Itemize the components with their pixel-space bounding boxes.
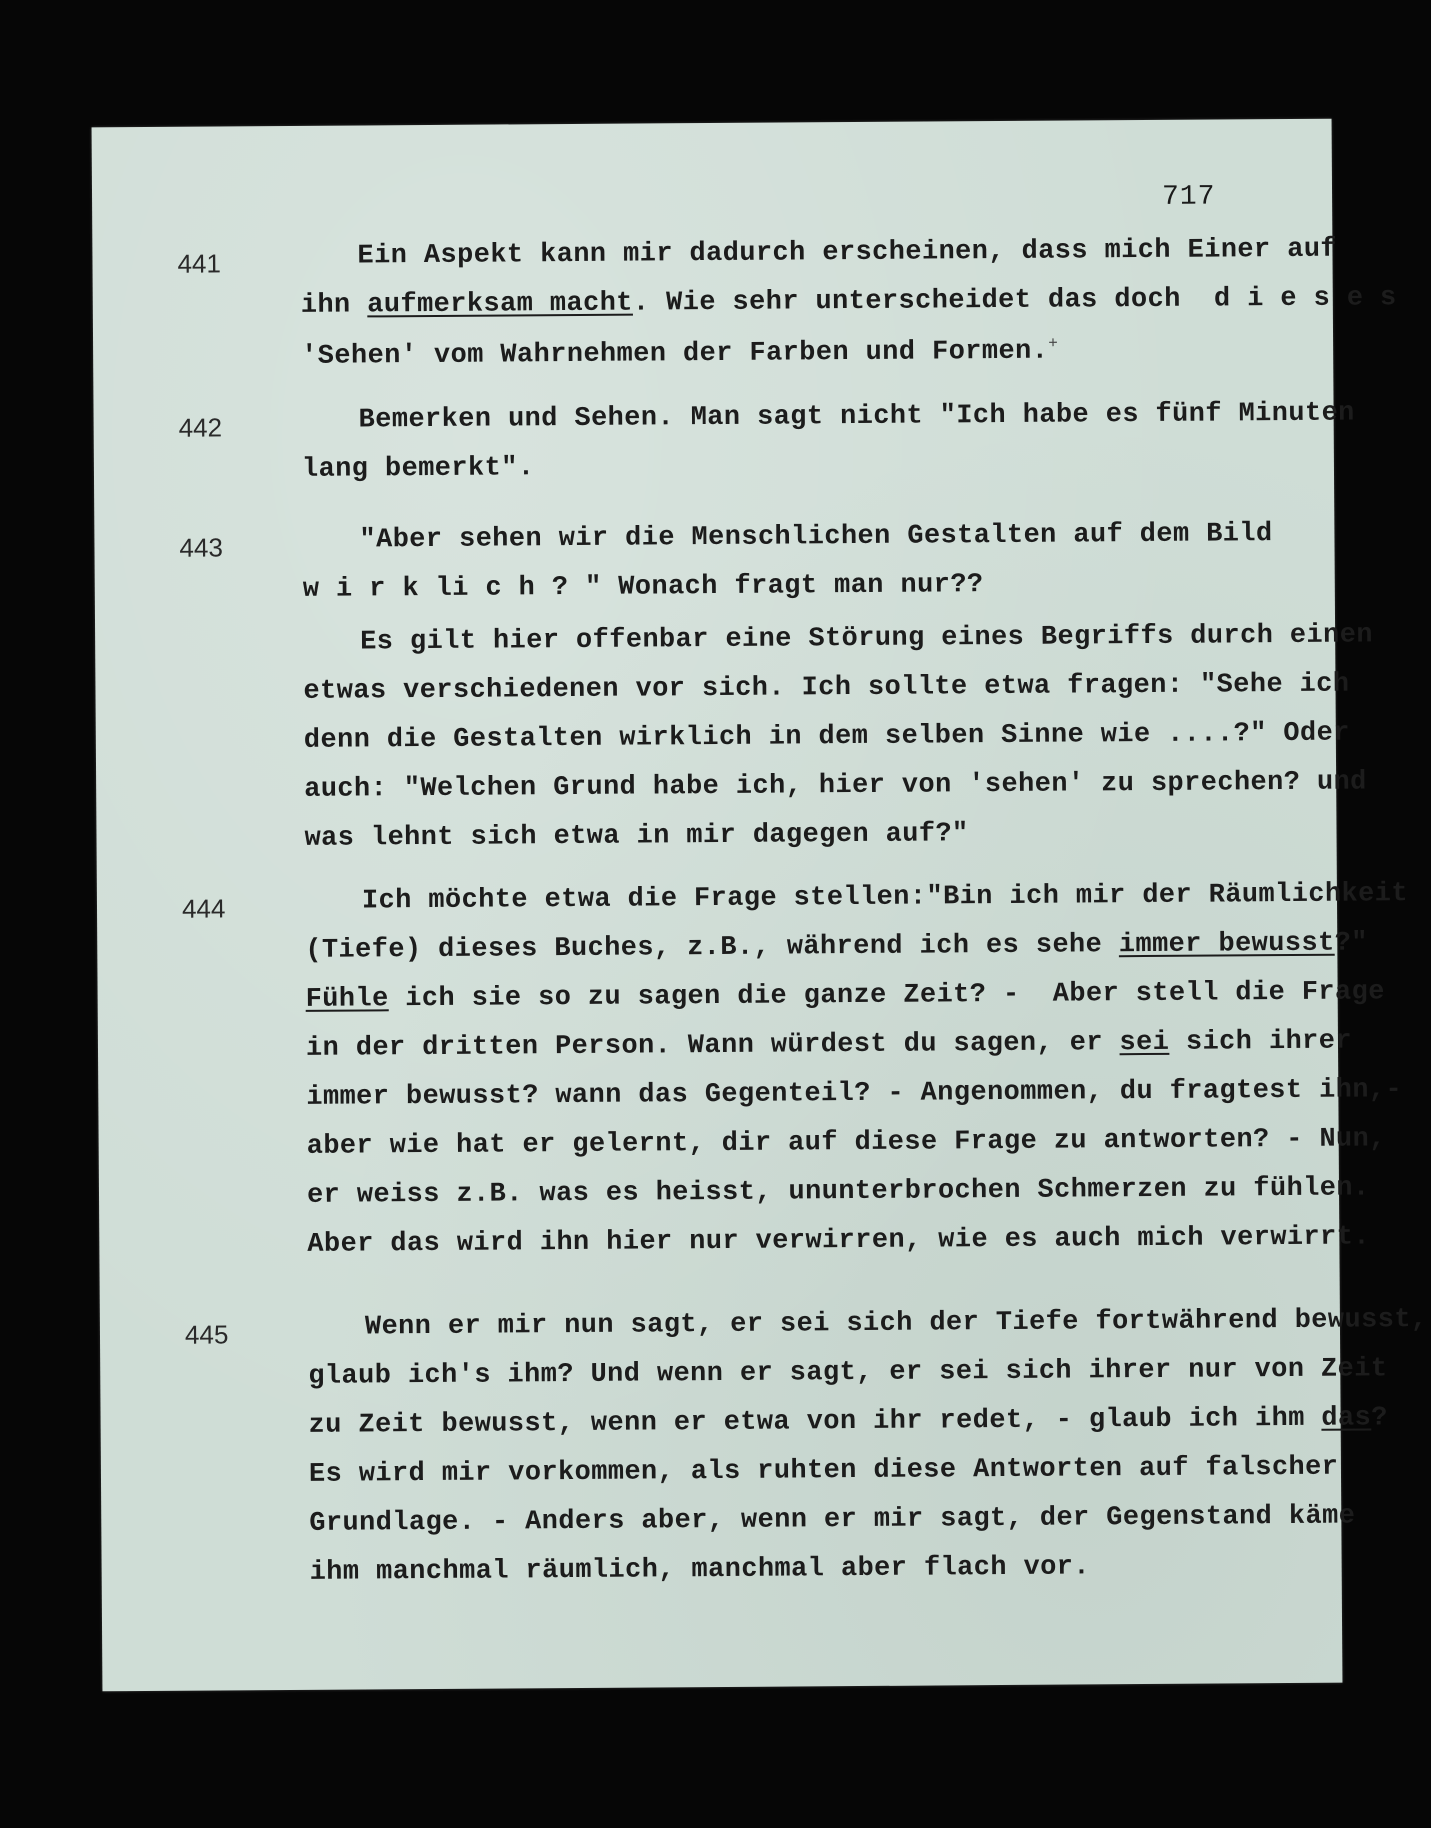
text-segment: denn die Gestalten wirklich in dem selben Sinne wie ....?" Oder (303, 718, 1350, 756)
text-line (308, 1354, 1387, 1392)
text-segment: Bemerken und Sehen. Man sagt nicht "Ich habe es fünf Minuten (358, 398, 1355, 436)
remark-number: 442 (178, 412, 223, 443)
text-segment: glaub ich's ihm? Und wenn er sagt, er sei sich ihrer nur von Zeit (308, 1354, 1388, 1392)
remark-number: 445 (184, 1319, 229, 1350)
text-segment: ihn (300, 290, 368, 321)
text-line (307, 1124, 1386, 1162)
text-line (309, 1403, 1388, 1441)
underlined-text: Fühle (305, 984, 389, 1015)
underlined-text: aufmerksam macht (367, 288, 633, 321)
text-line (306, 977, 1385, 1015)
text-line (306, 1027, 1352, 1064)
remark-number: 441 (177, 248, 222, 279)
text-segment: zu Zeit bewusst, wenn er etwa von ihr redet, - glaub ich ihm (308, 1403, 1322, 1441)
text-segment: Es wird mir vorkommen, als ruhten diese Antworten auf falscher (308, 1452, 1339, 1490)
text-line (359, 399, 1355, 436)
text-line (303, 670, 1349, 707)
text-line (357, 235, 1337, 272)
text-segment: aber wie hat er gelernt, dir auf diese Frage zu antworten? - Nun, (306, 1124, 1386, 1162)
text-line (301, 283, 1397, 321)
text-line (302, 453, 535, 485)
margin-mark: + (1048, 334, 1059, 353)
text-segment: auch: "Welchen Grund habe ich, hier von 'sehen' zu sprechen? und (304, 767, 1367, 805)
remark-number: 443 (179, 532, 223, 563)
text-segment: ich sie so zu sagen die ganze Zeit? - Aber stell die Frage (388, 977, 1385, 1015)
remark-441 (92, 234, 1397, 372)
text-line (362, 879, 1408, 916)
text-segment: lang bemerkt". (301, 453, 535, 485)
text-line (360, 620, 1373, 657)
text-segment: Wenn er mir nun sagt, er sei sich der Tiefe fortwährend bewusst, (364, 1305, 1428, 1343)
text-line (309, 1453, 1339, 1490)
remark-443 (94, 519, 1374, 854)
text-segment: in der dritten Person. Wann würdest du sagen, er (305, 1028, 1120, 1064)
text-segment: ? (1371, 1403, 1388, 1434)
remark-445 (100, 1305, 1428, 1588)
text-line (365, 1305, 1428, 1342)
text-segment: Ein Aspekt kann mir dadurch erscheinen, dass mich Einer auf (357, 234, 1338, 272)
text-segment: Aber das wird ihn hier nur verwirren, wie es auch mich verwirrt. (307, 1222, 1371, 1260)
underlined-text: immer bewusst (1118, 928, 1335, 961)
remark-444 (97, 879, 1409, 1260)
text-line (304, 719, 1350, 756)
text-line (303, 570, 984, 605)
text-line (301, 335, 1058, 372)
text-line (307, 1222, 1370, 1259)
underlined-text: sei (1119, 1027, 1170, 1059)
text-line (310, 1552, 1091, 1587)
text-segment: er weiss z.B. was es heisst, ununterbrochen Schmerzen zu fühlen. (306, 1173, 1370, 1211)
page-number: 717 (1161, 181, 1216, 213)
text-line (304, 819, 968, 854)
remark-442 (94, 398, 1355, 485)
text-segment: immer bewusst? wann das Gegenteil? - Angenommen, du fragtest ihn,- (306, 1075, 1403, 1113)
underlined-text: das (1321, 1403, 1372, 1434)
remark-number: 444 (181, 893, 226, 924)
text-segment: (Tiefe) dieses Buches, z.B., während ich es sehe (305, 930, 1119, 966)
text-segment: Grundlage. - Anders aber, wenn er mir sagt, der Gegenstand käme (309, 1501, 1356, 1539)
text-segment: . Wie sehr unterscheidet das doch d i e s e s (632, 283, 1397, 319)
text-segment: ?" (1334, 928, 1368, 959)
text-segment: etwas verschiedenen vor sich. Ich sollte etwa fragen: "Sehe ich (303, 669, 1350, 707)
text-line (304, 767, 1367, 804)
typescript-page (92, 119, 1428, 1692)
text-segment: ihm manchmal räumlich, manchmal aber flach vor. (309, 1552, 1091, 1588)
text-line (306, 1075, 1402, 1113)
text-segment: was lehnt sich etwa in mir dagegen auf?" (304, 819, 969, 854)
text-segment: "Aber sehen wir die Menschlichen Gestalten auf dem Bild (359, 519, 1273, 556)
text-segment: Es gilt hier offenbar eine Störung eines Begriffs durch einen (360, 620, 1374, 658)
text-line (305, 928, 1368, 965)
text-segment: sich ihrer (1169, 1026, 1353, 1058)
text-line (309, 1502, 1355, 1539)
text-line (359, 519, 1272, 555)
text-line (307, 1173, 1370, 1210)
text-segment: 'Sehen' vom Wahrnehmen der Farben und Formen. (301, 336, 1049, 372)
text-segment: Ich möchte etwa die Frage stellen:"Bin ich mir der Räumlichkeit (361, 879, 1409, 917)
text-segment: w i r k li c h ? " Wonach fragt man nur?? (302, 570, 984, 605)
